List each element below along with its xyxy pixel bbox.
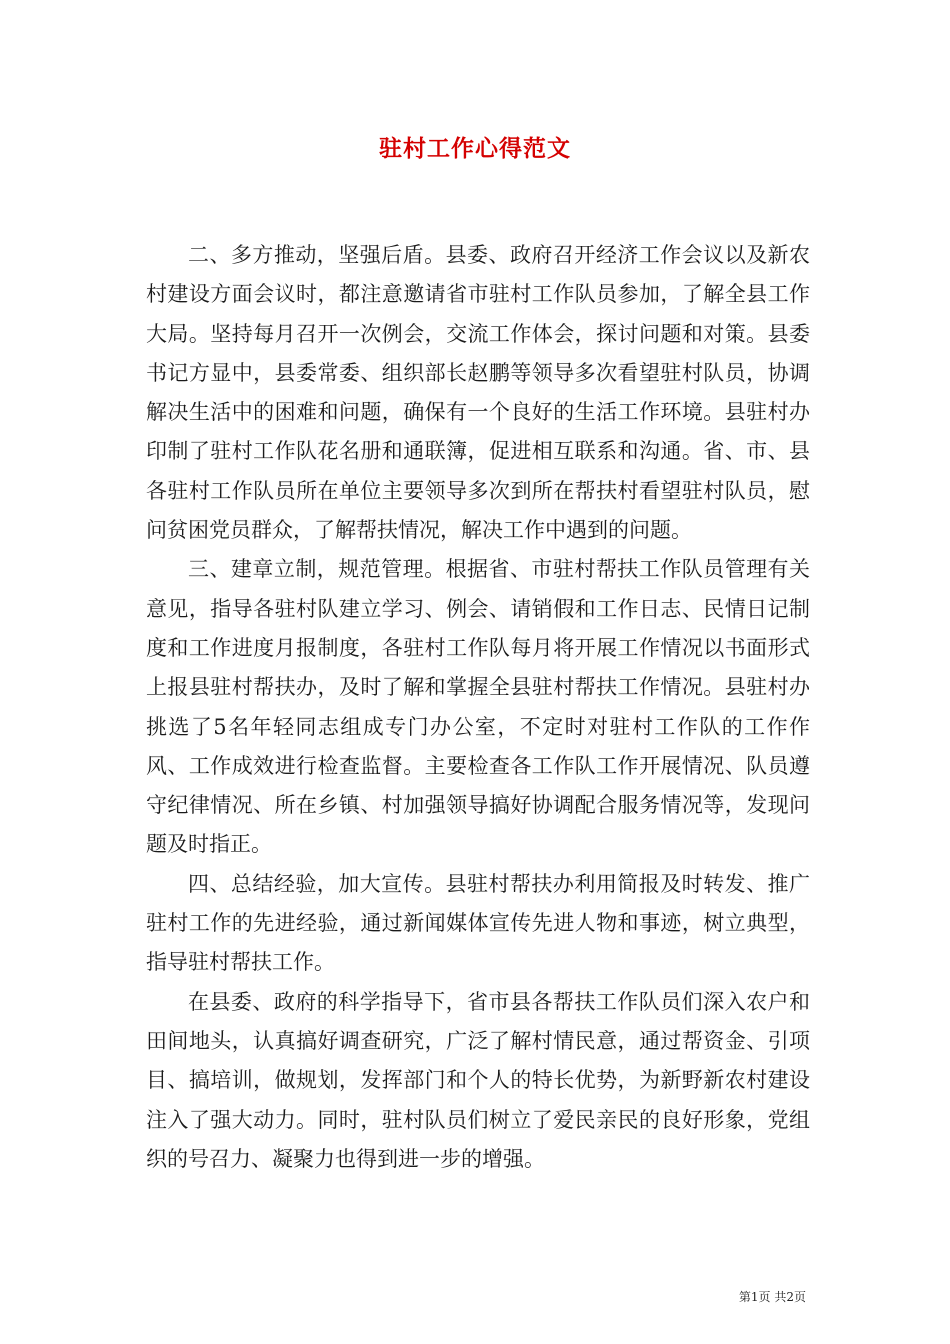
paragraph-2: 三、建章立制，规范管理。根据省、市驻村帮扶工作队员管理有关意见，指导各驻村队建立学习、例会、请销假和工作日志、民情日记制度和工作进度月报制度，各驻村工作队每月将开展工作情况以书面形式上报县驻村帮扶办，及时了解和掌握全县驻村帮扶工作情况。县驻村办挑选了5名年轻同志组成专门办公室，不定时对驻村工作队的工作作风、工作成效进行检查监督。主要检查各工作队工作开展情况、队员遵守纪律情况、所在乡镇、村加强领导搞好协调配合服务情况等，发现问题及时指正。 — [146, 557, 810, 857]
paragraph-4: 在县委、政府的科学指导下，省市县各帮扶工作队员们深入农户和田间地头，认真搞好调查研究，广泛了解村情民意，通过帮资金、引项目、搞培训，做规划，发挥部门和个人的特长优势，为新野新农村建设注入了强大动力。同时，驻村队员们树立了爱民亲民的良好形象，党组织的号召力、凝聚力也得到进一步的增强。 — [146, 989, 810, 1171]
paragraph-1: 二、多方推动，坚强后盾。县委、政府召开经济工作会议以及新农村建设方面会议时，都注意邀请省市驻村工作队员参加，了解全县工作大局。坚持每月召开一次例会，交流工作体会，探讨问题和对策。县委书记方显中，县委常委、组织部长赵鹏等领导多次看望驻村队员，协调解决生活中的困难和问题，确保有一个良好的生活工作环境。县驻村办印制了驻村工作队花名册和通联簿，促进相互联系和沟通。省、市、县各驻村工作队员所在单位主要领导多次到所在帮扶村看望驻村队员，慰问贫困党员群众，了解帮扶情况，解决工作中遇到的问题。 — [146, 243, 810, 543]
document-title: 驻村工作心得范文 — [379, 135, 571, 162]
paragraph-3: 四、总结经验，加大宣传。县驻村帮扶办利用简报及时转发、推广驻村工作的先进经验，通过新闻媒体宣传先进人物和事迹，树立典型，指导驻村帮扶工作。 — [146, 871, 810, 975]
page-number: 第1页 共2页 — [738, 1290, 806, 1304]
document-body — [146, 236, 810, 1179]
